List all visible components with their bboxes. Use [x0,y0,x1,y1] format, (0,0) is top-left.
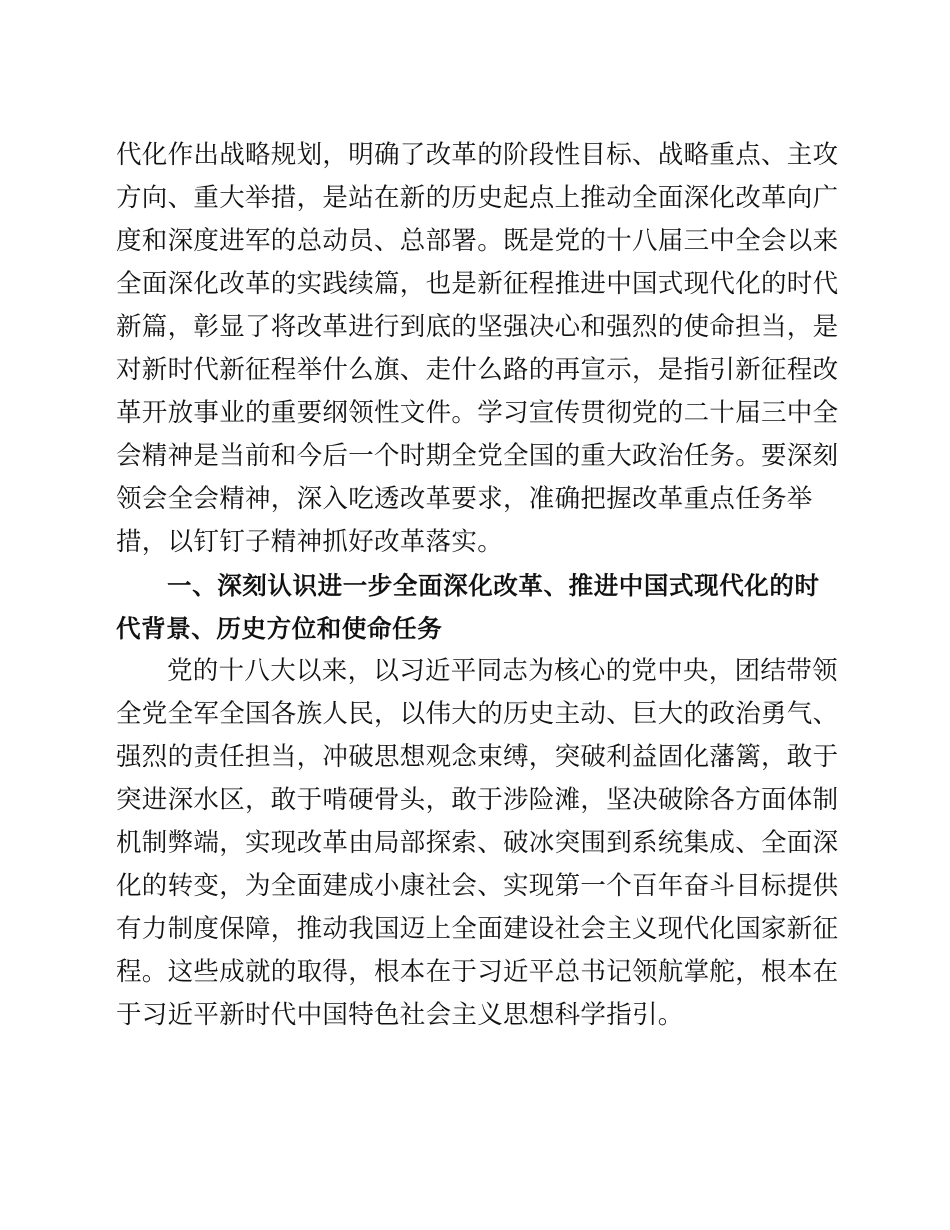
text-line: 方向、重大举措，是站在新的历史起点上推动全面深化改革向广 [116,183,839,213]
document-body [116,134,839,1037]
text-line: 革开放事业的重要纲领性文件。学习宣传贯彻党的二十届三中全 [116,398,839,428]
text-line: 于习近平新时代中国特色社会主义思想科学指引。 [116,1000,684,1030]
text-line: 突进深水区，敢于啃硬骨头，敢于涉险滩，坚决破除各方面体制 [116,785,839,815]
text-line: 党的十八大以来，以习近平同志为核心的党中央，团结带领 [167,656,838,686]
text-line: 全党全军全国各族人民，以伟大的历史主动、巨大的政治勇气、 [116,699,839,729]
text-line: 化的转变，为全面建成小康社会、实现第一个百年奋斗目标提供 [116,871,839,901]
text-line: 有力制度保障，推动我国迈上全面建设社会主义现代化国家新征 [116,914,839,944]
text-line: 机制弊端，实现改革由局部探索、破冰突围到系统集成、全面深 [116,828,839,858]
section-heading [116,564,820,650]
text-line: 度和深度进军的总动员、总部署。既是党的十八届三中全会以来 [116,226,839,256]
text-line: 新篇，彰显了将改革进行到底的坚强决心和强烈的使命担当，是 [116,312,839,342]
paragraph-2 [116,650,839,1037]
text-line: 全面深化改革的实践续篇，也是新征程推进中国式现代化的时代 [116,269,839,299]
text-line: 领会全会精神，深入吃透改革要求，准确把握改革重点任务举 [116,484,813,514]
text-line: 措，以钉钉子精神抓好改革落实。 [116,527,504,557]
text-line: 会精神是当前和今后一个时期全党全国的重大政治任务。要深刻 [116,441,839,471]
text-line: 对新时代新征程举什么旗、走什么路的再宣示，是指引新征程改 [116,355,839,385]
text-line: 强烈的责任担当，冲破思想观念束缚，突破利益固化藩篱，敢于 [116,742,839,772]
paragraph-1 [116,134,839,564]
text-line: 代化作出战略规划，明确了改革的阶段性目标、战略重点、主攻 [116,140,839,170]
text-line: 程。这些成就的取得，根本在于习近平总书记领航掌舵，根本在 [116,957,839,987]
heading-line: 一、深刻认识进一步全面深化改革、推进中国式现代化的时 [167,571,820,600]
heading-line: 代背景、历史方位和使命任务 [116,614,443,643]
